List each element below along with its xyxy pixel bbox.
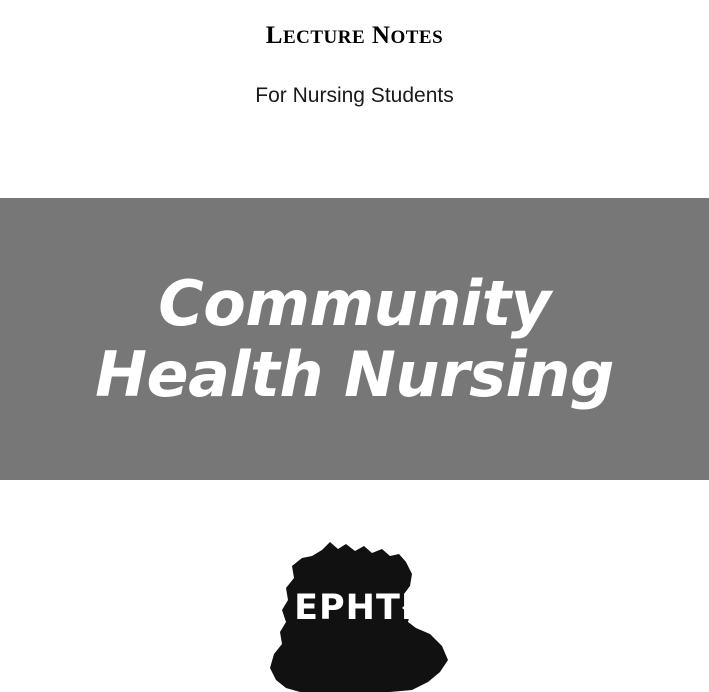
page-title bbox=[0, 22, 709, 50]
ethiopia-map-silhouette-icon bbox=[260, 542, 450, 692]
page-subtitle: For Nursing Students bbox=[255, 83, 454, 107]
title-header bbox=[0, 0, 709, 108]
title-banner bbox=[0, 198, 709, 480]
publisher-logo bbox=[0, 480, 709, 630]
lecture-notes-text: LECTURE NOTES bbox=[265, 22, 444, 49]
logo-acronym: EPHTI bbox=[294, 588, 415, 628]
book-title: Community Health Nursing bbox=[95, 266, 614, 411]
logo-wrap bbox=[260, 542, 450, 692]
